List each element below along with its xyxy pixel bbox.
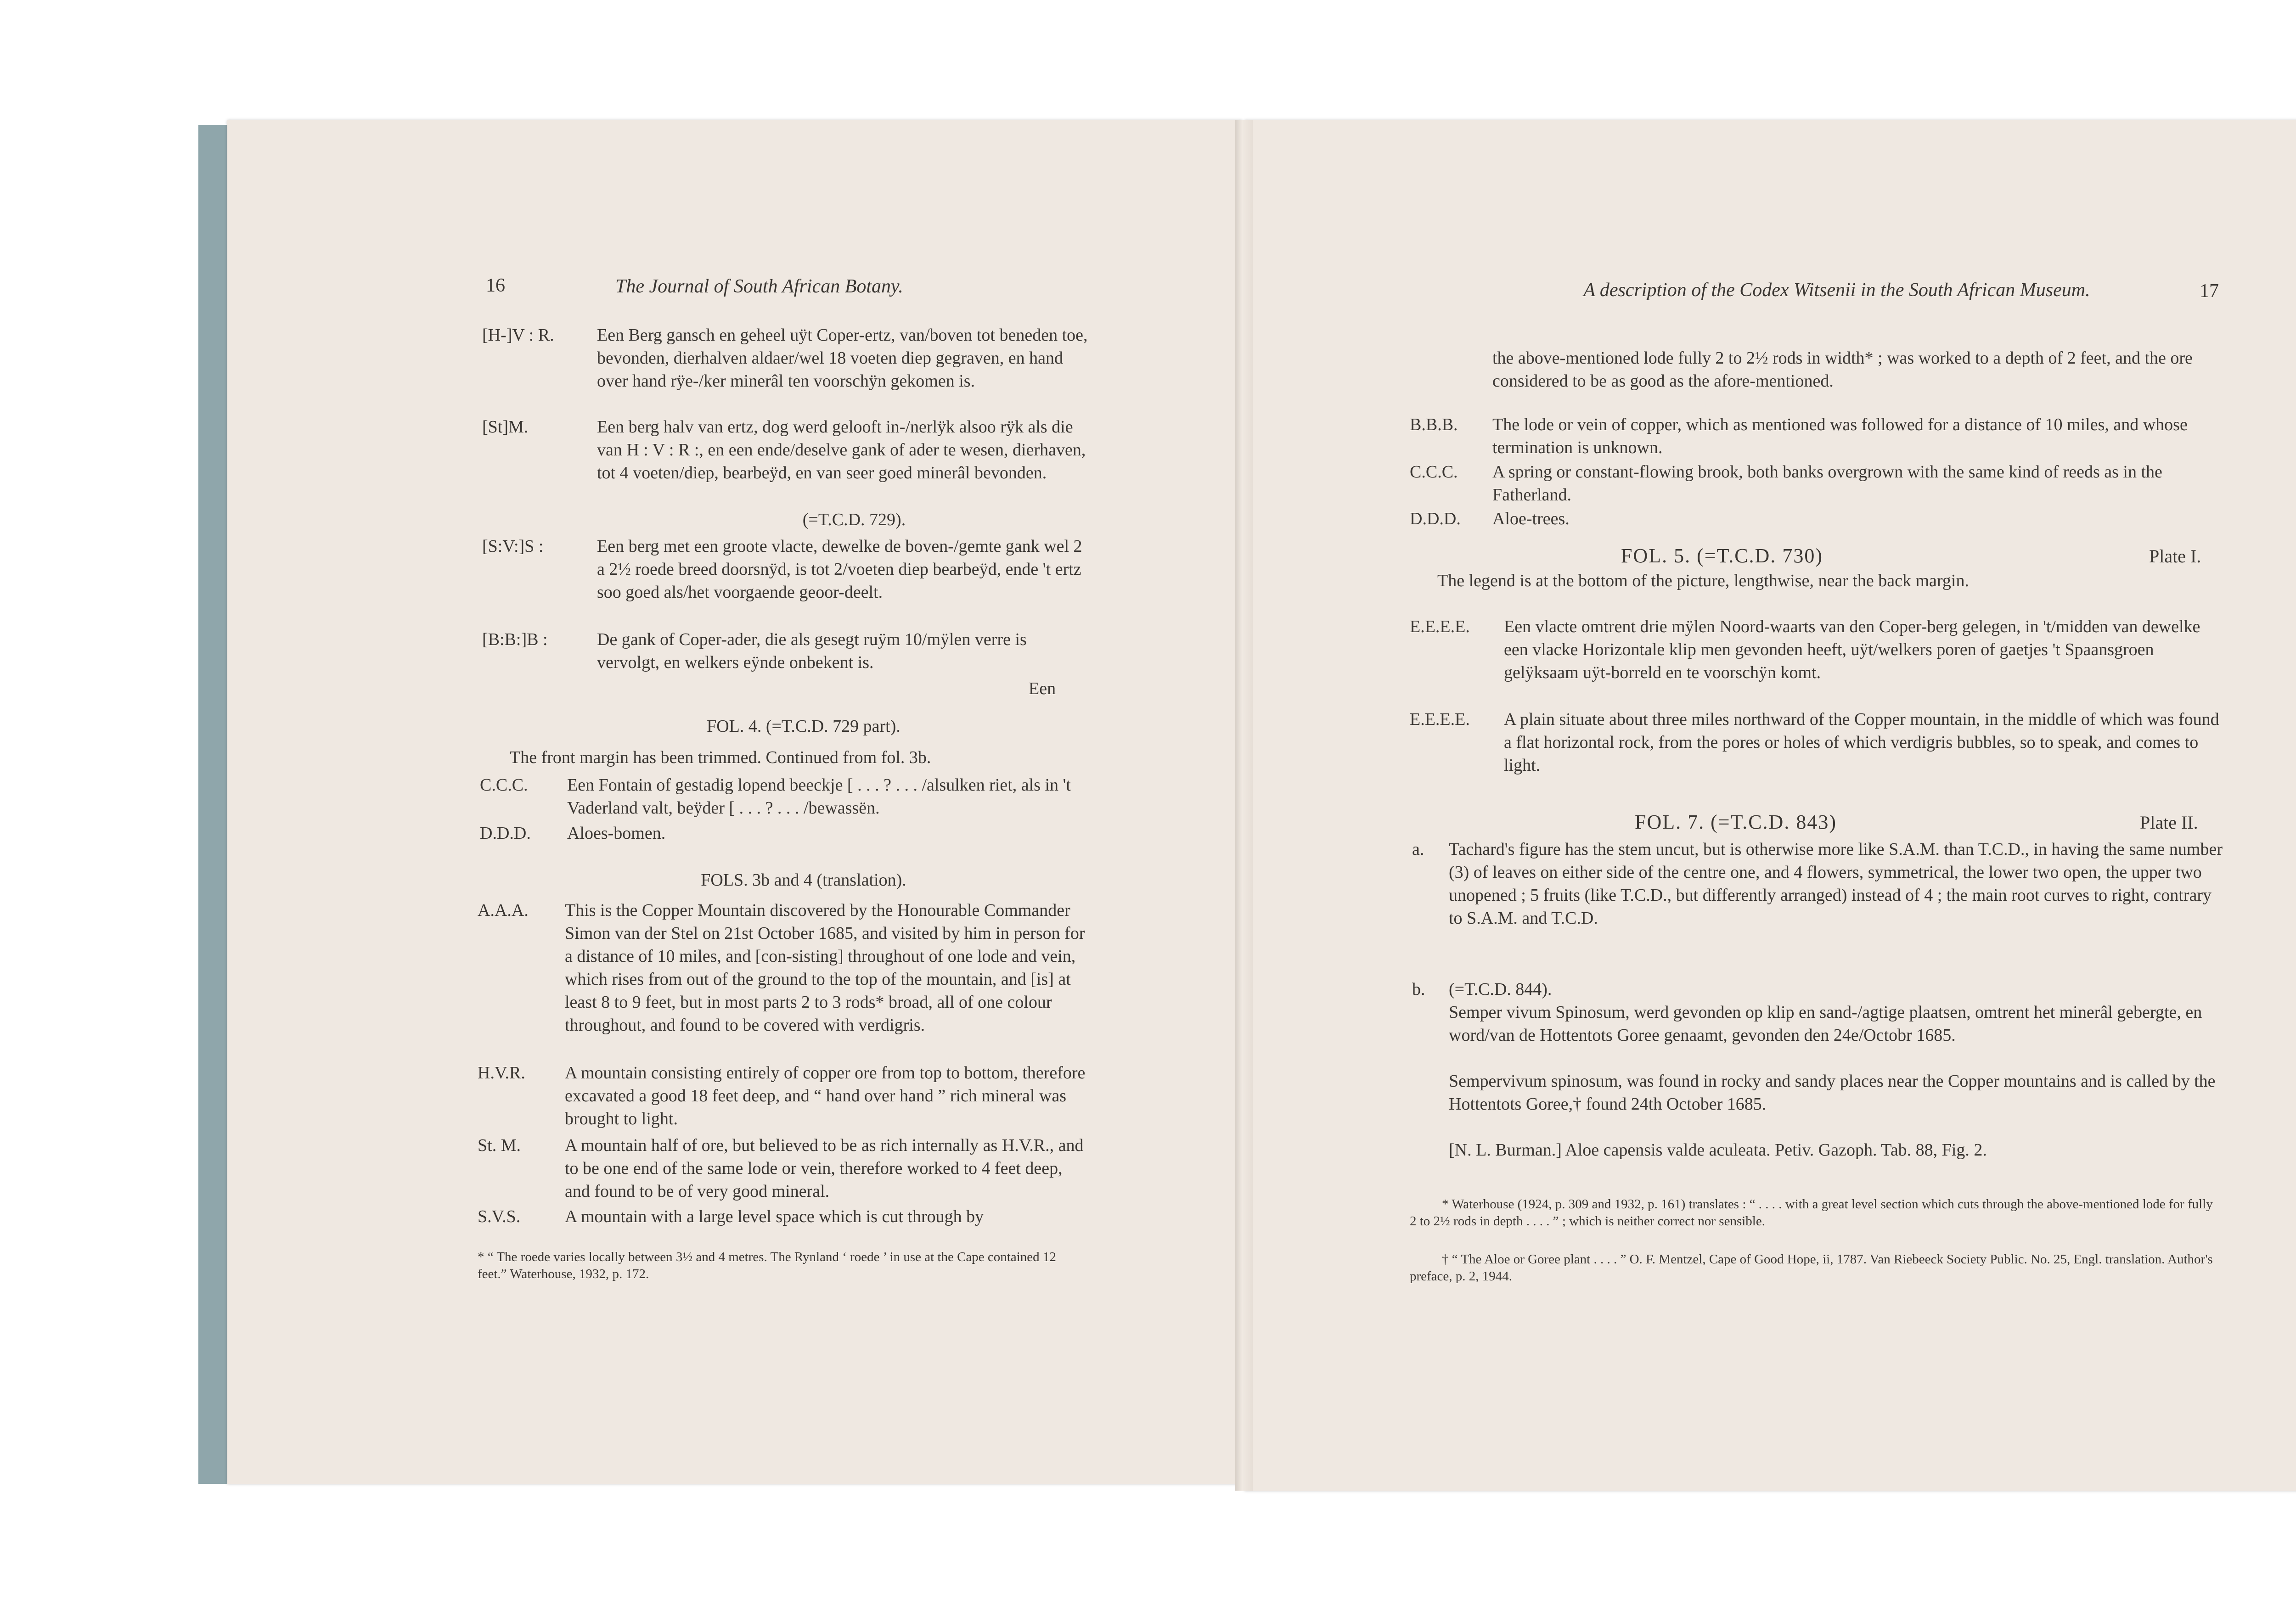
fol7-b-english: Sempervivum spinosum, was found in rocky and sandy places near the Copper mountains and is called by the Hottentots Goree,† found 24th October 1685. xyxy=(1449,1072,2216,1114)
entry-text: A mountain half of ore, but believed to be as rich internally as H.V.R., and to be one end of the same lode or vein, therefore worked to 4 feet deep, and found to be of very good mineral. xyxy=(565,1136,1084,1201)
fol5-legend: The legend is at the bottom of the picture, lengthwise, near the back margin. xyxy=(1437,571,1969,590)
entry-key: C.C.C. xyxy=(1410,462,1458,482)
right-page xyxy=(1244,120,2296,1491)
entry-text: Een Fontain of gestadig lopend beeckje [ . . . ? . . . /alsulken riet, als in 't Vaderland valt, beÿder [ . . . ? . . . /bewassën. xyxy=(567,775,1071,818)
right-footnote-2: † “ The Aloe or Goree plant . . . . ” O. F. Mentzel, Cape of Good Hope, ii, 1787. Van Riebeeck Society Public. No. 25, Engl. translation. Author's preface, p. 2, 1944. xyxy=(1410,1252,2213,1284)
fol7-heading: FOL. 7. (=T.C.D. 843) xyxy=(1635,811,1837,833)
entry-text: A plain situate about three miles northward of the Copper mountain, in the middle of which was found a flat horizontal rock, from the pores or holes of which verdigris bubbles, so to speak, and comes to light. xyxy=(1504,710,2219,775)
entry-key: S.V.S. xyxy=(478,1207,521,1226)
entry-text: Een berg met een groote vlacte, dewelke de boven-/gemte gank wel 2 a 2½ roede breed doorsnÿd, is tot 2/voeten diep bearbeÿd, ende 't ertz soo goed als/het voorgaende geoor-deelt. xyxy=(597,537,1082,602)
left-running-head: The Journal of South African Botany. xyxy=(615,276,903,297)
entry-text: Aloe-trees. xyxy=(1492,509,1570,528)
entry-text: Tachard's figure has the stem uncut, but is otherwise more like S.A.M. than T.C.D., in having the same number (3) of leaves on either side of the centre one, and 4 flowers, symmetrical, the lower two open, the upper two unopened ; 5 fruits (like T.C.D., but differently arranged) instead of 4 ; the main root curves to right, contrary to S.A.M. and T.C.D. xyxy=(1449,840,2223,928)
entry-key: B.B.B. xyxy=(1410,415,1458,434)
right-page-number: 17 xyxy=(2200,281,2219,302)
entry-key: E.E.E.E. xyxy=(1410,617,1470,636)
entry-text: A mountain consisting entirely of copper ore from top to bottom, therefore excavated a good 18 feet deep, and “ hand over hand ” rich mineral was brought to light. xyxy=(565,1063,1086,1128)
entry-text: Een berg halv van ertz, dog werd gelooft in-/nerlÿk alsoo rÿk als die van H : V : R :, en een ende/deselve gank of ader te wesen, dierhaven, tot 4 voeten/diep, bearbeÿd, en van seer goed minerâl bevonden. xyxy=(597,417,1086,483)
entry-text: The lode or vein of copper, which as mentioned was followed for a distance of 10 miles, and whose termination is unknown. xyxy=(1492,415,2188,457)
entry-key: b. xyxy=(1412,980,1425,999)
entry-key: [S:V:]S : xyxy=(482,537,544,556)
entry-key: C.C.C. xyxy=(480,775,528,795)
tcd-729-ref: (=T.C.D. 729). xyxy=(802,510,906,529)
entry-text: A mountain with a large level space which is cut through by xyxy=(565,1207,984,1226)
fol7-plate: Plate II. xyxy=(2140,812,2198,833)
entry-text: (=T.C.D. 844). xyxy=(1449,980,1552,999)
entry-key: D.D.D. xyxy=(480,824,531,843)
catchword: Een xyxy=(1029,679,1056,698)
right-running-head: A description of the Codex Witsenii in the South African Museum. xyxy=(1583,280,2090,301)
entry-key: H.V.R. xyxy=(478,1063,525,1083)
left-footnote: * “ The roede varies locally between 3½ and 4 metres. The Rynland ‘ roede ’ in use at the Cape contained 12 feet.” Waterhouse, 1932, p. 172. xyxy=(478,1250,1056,1281)
right-footnote-1: * Waterhouse (1924, p. 309 and 1932, p. 161) translates : “ . . . . with a great level section which cuts through the above-mentioned lode for fully 2 to 2½ rods in depth . . . . ” ; which is neither correct nor sensible. xyxy=(1410,1197,2213,1229)
fol4-note: The front margin has been trimmed. Continued from fol. 3b. xyxy=(510,748,931,767)
entry-key: [St]M. xyxy=(482,417,529,437)
fols-translation-heading: FOLS. 3b and 4 (translation). xyxy=(701,870,906,890)
book-spine-cover xyxy=(198,125,231,1484)
book-gutter xyxy=(1235,120,1253,1491)
fol7-b-burman: [N. L. Burman.] Aloe capensis valde aculeata. Petiv. Gazoph. Tab. 88, Fig. 2. xyxy=(1449,1140,1987,1160)
cont-paragraph: the above-mentioned lode fully 2 to 2½ rods in width* ; was worked to a depth of 2 feet, and the ore considered to be as good as the afore-mentioned. xyxy=(1492,348,2193,391)
entry-text: Een vlacte omtrent drie mÿlen Noord-waarts van den Coper-berg gelegen, in 't/midden van dewelke een vlacke Horizontale klip men gevonden heeft, uÿt/welkers poren of gaetjes 't Spaansgroen gelÿksaam uÿt-borreld en te voorschÿn komt. xyxy=(1504,617,2200,682)
entry-key: a. xyxy=(1412,840,1424,859)
entry-key: A.A.A. xyxy=(478,901,529,920)
entry-text: A spring or constant-flowing brook, both banks overgrown with the same kind of reeds as in the Fatherland. xyxy=(1492,462,2162,505)
entry-key: D.D.D. xyxy=(1410,509,1461,528)
entry-key: St. M. xyxy=(478,1136,521,1155)
left-page-number: 16 xyxy=(486,275,505,296)
fol4-heading: FOL. 4. (=T.C.D. 729 part). xyxy=(707,717,900,736)
entry-key: E.E.E.E. xyxy=(1410,710,1470,729)
entry-text: De gank of Coper-ader, die als gesegt ruÿm 10/mÿlen verre is vervolgt, en welkers eÿnde onbekent is. xyxy=(597,630,1027,672)
entry-text: This is the Copper Mountain discovered by the Honourable Commander Simon van der Stel on 21st October 1685, and visited by him in person for a distance of 10 miles, and [con-sisting] throughout of one lode and vein, which rises from out of the ground to the top of the mountain, and [is] at least 8 to 9 feet, but in most parts 2 to 3 rods* broad, all of one colour throughout, and found to be covered with verdigris. xyxy=(565,901,1085,1035)
entry-key: [H-]V : R. xyxy=(482,325,554,345)
fol7-b-dutch: Semper vivum Spinosum, werd gevonden op klip en sand-/agtige plaatsen, omtrent het minerâl gebergte, en word/van de Hottentots Goree genaamt, gevonden den 24e/Octobr 1685. xyxy=(1449,1003,2202,1045)
entry-text: Een Berg gansch en geheel uÿt Coper-ertz, van/boven tot beneden toe, bevonden, dierhalven aldaer/wel 18 voeten diep gegraven, en hand over hand rÿe-/ker minerâl ten voorschÿn gekomen is. xyxy=(597,325,1088,391)
entry-key: [B:B:]B : xyxy=(482,630,548,649)
fol5-plate: Plate I. xyxy=(2149,546,2201,567)
fol5-heading: FOL. 5. (=T.C.D. 730) xyxy=(1621,544,1823,567)
entry-text: Aloes-bomen. xyxy=(567,824,666,843)
